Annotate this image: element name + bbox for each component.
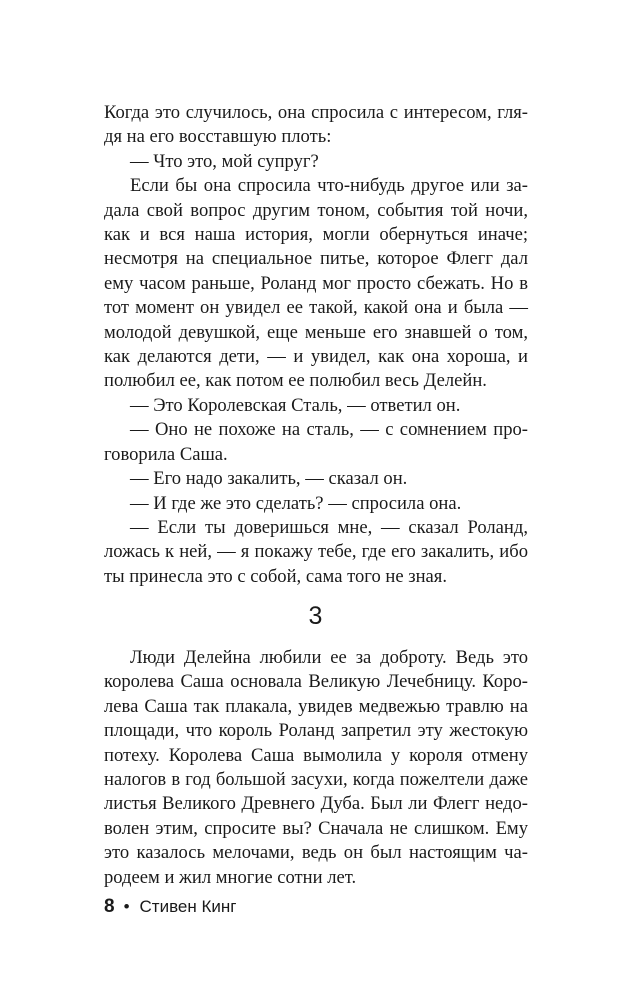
paragraph: — Это Королевская Сталь, — ответил он. — [130, 394, 461, 416]
paragraph: — Что это, мой супруг? — [130, 150, 319, 172]
running-author: Стивен Кинг — [139, 897, 237, 916]
paragraph: — И где же это сделать? — спросила она. — [130, 492, 462, 514]
paragraph: — Оно не похоже на сталь, — с сомнением проговорила Саша. — [104, 419, 528, 465]
paragraph: — Его надо закалить, — сказал он. — [130, 468, 408, 490]
bullet-separator: • — [123, 897, 130, 916]
paragraph: Люди Делейна любили ее за доброту. Ведь это королева Саша основала Великую Лечебницу. Королева Саша так плакала, увидев медвежью травлю на площади, что король Роланд запретил эту жестокую потеху. Королева Саша вымолила у короля отмену налогов в год большой засухи, когда пожелтели даже листья Великого Древнего Дуба. Был ли Флегг недоволен этим, спросите вы? Сначала не слишком. Ему это казалось мелочами, ведь он был настоящим чародеем и жил многие сотни лет. — [104, 647, 528, 888]
chapter-number: 3 — [308, 602, 323, 630]
paragraph: — Если ты доверишься мне, — сказал Роланд, ложась к ней, — я покажу тебе, где его закалить, ибо ты принесла это с собой, сама того не зная. — [104, 516, 528, 587]
text-section-bottom — [104, 646, 528, 890]
paragraph: Если бы она спросила что-нибудь другое или задала свой вопрос другим тоном, события той ночи, как и вся наша история, могли обернуться иначе; несмотря на специальное питье, которое Флегг дал ему часом раньше, Роланд мог просто сбежать. Но в тот момент он увидел ее такой, какой она и была — молодой девушкой, еще меньше его знавшей о том, как делаются дети, — и увидел, как она хороша, и полюбил ее, как потом ее полюбил весь Делейн. — [104, 175, 528, 392]
page-number: 8 — [104, 896, 115, 917]
page-footer — [104, 895, 236, 919]
paragraph: Когда это случилось, она спросила с интересом, глядя на его восставшую плоть: — [104, 102, 528, 148]
text-section-top — [104, 101, 528, 589]
